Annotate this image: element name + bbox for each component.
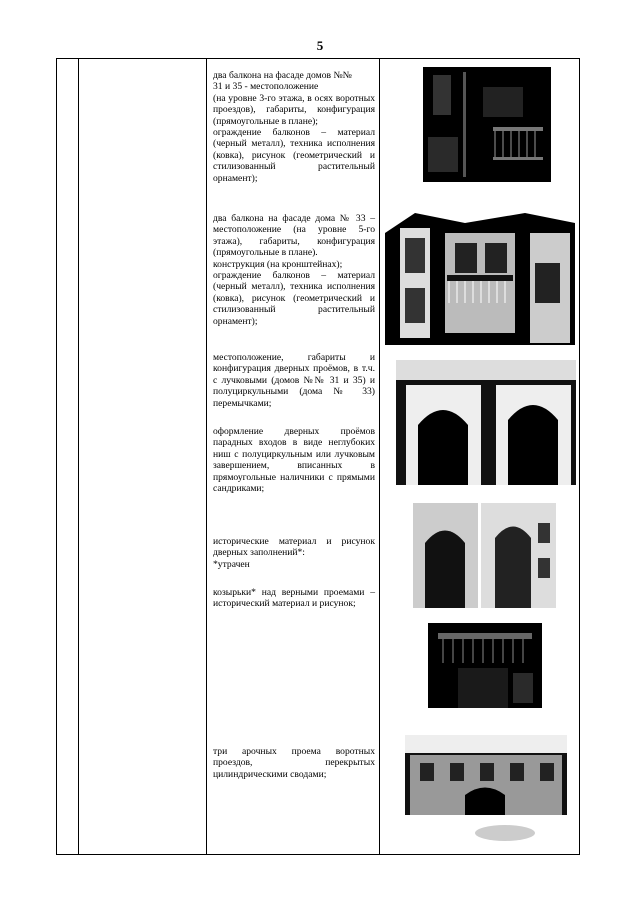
page-number: 5	[316, 38, 324, 53]
text-door-openings: местоположение, габариты и конфигурация дверных проёмов, в т.ч. с лучковыми (домов №№ 31 и 35) и полуциркульными (дома № 33) перемычками;	[213, 352, 375, 409]
photo-doorways	[396, 360, 576, 495]
photo-arch-passages	[405, 735, 567, 843]
text-canopies: козырьки* над верными проемами – исторический материал и рисунок;	[213, 587, 375, 610]
table-bottom-border	[56, 854, 580, 855]
text-door-decoration: оформление дверных проёмов парадных входов в виде неглубоких ниш с полуциркульным или лучковым завершением, вписанных в прямоугольные наличники с прямыми сандриками;	[213, 426, 375, 495]
text-balconies-31-35: два балкона на фасаде домов №№ 31 и 35 - местоположение (на уровне 3-го этажа, в осях воротных проездов), габариты, конфигурация (прямоугольные в плане); ограждение балконов – материал (черный металл), техника исполнения (ковка), рисунок (геометрический и стилизованный растительный орнамент);	[213, 70, 375, 184]
photo-balcony-2	[385, 193, 575, 345]
table-divider-3	[379, 58, 380, 855]
text-door-fillings: исторические материал и рисунок дверных заполнений*: *утрачен	[213, 536, 375, 570]
table-divider-2	[206, 58, 207, 855]
table-border-right	[579, 58, 580, 855]
photo-canopy	[428, 623, 542, 708]
table-border-left	[56, 58, 57, 855]
table-top-border	[56, 58, 580, 59]
text-arch-passages: три арочных проема воротных проездов, перекрытых цилиндрическими сводами;	[213, 746, 375, 780]
table-divider-1	[78, 58, 79, 855]
photo-door-fillings	[413, 503, 556, 608]
photo-balcony-1	[423, 67, 551, 182]
text-balconies-33: два балкона на фасаде дома № 33 – местоположение (на уровне 5-го этажа), габариты, конфигурация (прямоугольные в плане). конструкция (на кронштейнах); ограждение балконов – материал (черный металл), техника исполнения (ковка), рисунок (геометрический и стилизованный растительный орнамент);	[213, 213, 375, 327]
